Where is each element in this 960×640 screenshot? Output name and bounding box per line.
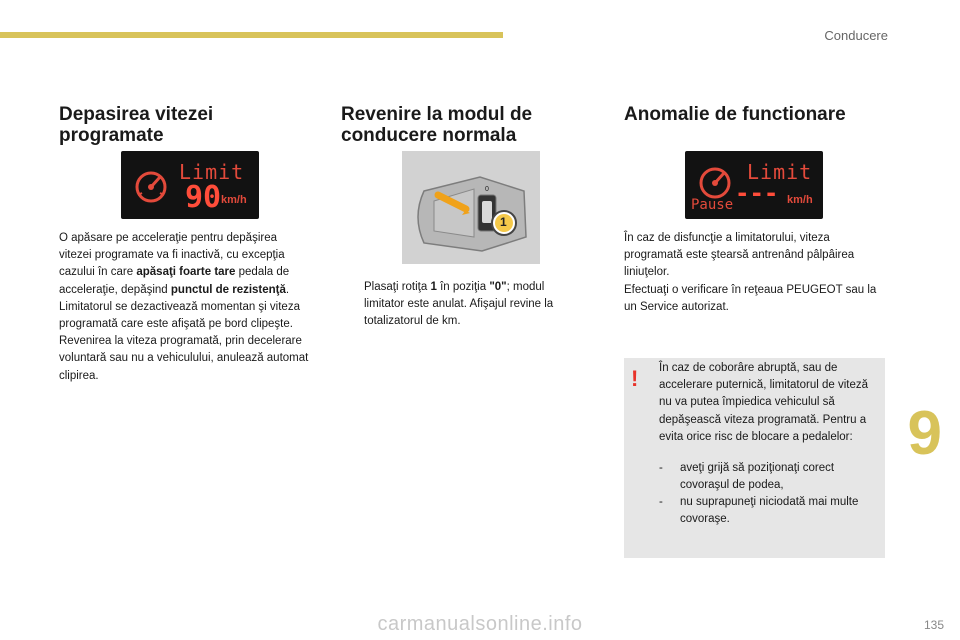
col2-title	[341, 104, 532, 146]
col1-text-bold-a: apăsaţi foarte tare	[136, 266, 236, 279]
display-limit-label: Limit	[179, 160, 245, 184]
callout-number: 1	[500, 215, 507, 229]
col1-text-bold-b: punctul de rezistenţă	[170, 283, 286, 296]
display-speed-value: 90	[185, 180, 222, 215]
header-accent-bar	[0, 32, 503, 38]
list-dash: -	[659, 462, 663, 474]
watermark-text: carmanualsonline.info	[377, 613, 583, 635]
col3-text-a: În caz de disfuncţie a limitatorului, viteza programată este ştearsă antrenând pâlpâirea liniuţelor.	[624, 232, 855, 279]
lever-illustration	[402, 151, 540, 264]
col3-text-b: Efectuaţi o verificare în reţeaua PEUGEOT sau la un Service autorizat.	[624, 283, 877, 313]
col3-paragraph	[624, 230, 886, 316]
col1-title	[59, 104, 213, 146]
speedometer-icon	[695, 161, 735, 201]
chapter-number: 9	[907, 399, 942, 468]
display-limit-label: Limit	[747, 160, 813, 184]
display-speed-unit: km/h	[221, 194, 247, 206]
col2-step	[364, 279, 578, 331]
warning-list-item	[659, 494, 880, 528]
col2-step-a: Plasaţi rotiţa	[364, 281, 431, 293]
col1-title-line1: Depasirea vitezei	[59, 104, 214, 125]
warning-icon: !	[631, 366, 639, 391]
col1-title-line2: programate	[59, 125, 164, 146]
speedometer-icon	[131, 165, 171, 205]
col1-text-c: . Limitatorul se dezactivează momentan şi viteza programată care este afişată pe bord clipeşte. Revenirea la viteza programată, prin decelerare voluntară sau nu a vehiculului, anulează automat clipirea.	[59, 283, 309, 382]
col2-step-b: în poziţia	[436, 281, 490, 293]
col2-step-bold-a: 1	[430, 281, 437, 293]
switch-position-label: 0	[485, 186, 489, 193]
list-dash: -	[659, 496, 663, 508]
col2-title-line1: Revenire la modul de	[341, 104, 533, 125]
col3-title: Anomalie de functionare	[624, 104, 846, 125]
col2-step-c: ; modul limitator este anulat. Afişajul revine la totalizatorul de km.	[364, 281, 554, 328]
page-number: 135	[923, 618, 944, 632]
list-item-text: nu suprapuneţi niciodată mai multe covoraşe.	[680, 496, 859, 526]
display-speed-unit: km/h	[787, 194, 813, 206]
col1-text-b: pedala de acceleraţie, depăşind	[59, 266, 290, 296]
col2-title-line2: conducere normala	[341, 125, 517, 146]
anomaly-display-image	[685, 151, 823, 219]
stalk-graphic	[402, 151, 540, 264]
display-pause-label: Pause	[691, 197, 734, 213]
col1-text-a: O apăsare pe acceleraţie pentru depăşirea vitezei programate va fi inactivă, cu excepţia cazului în care	[59, 232, 285, 279]
display-dashes: ---	[735, 179, 779, 207]
section-title: Conducere	[824, 28, 888, 43]
warning-text: În caz de coborâre abruptă, sau de accelerare puternică, limitatorul de viteză nu va putea împiedica vehiculul să depăşească viteza programată. Pentru a evita orice risc de blocare a pedalelor:	[659, 362, 869, 443]
col1-paragraph	[59, 230, 311, 385]
limit-display-image	[121, 151, 259, 219]
list-item-text: aveţi grijă să poziţionaţi corect covoraşul de podea,	[680, 462, 835, 492]
col2-step-bold-b: "0"	[489, 281, 507, 293]
warning-list-item	[659, 460, 880, 494]
